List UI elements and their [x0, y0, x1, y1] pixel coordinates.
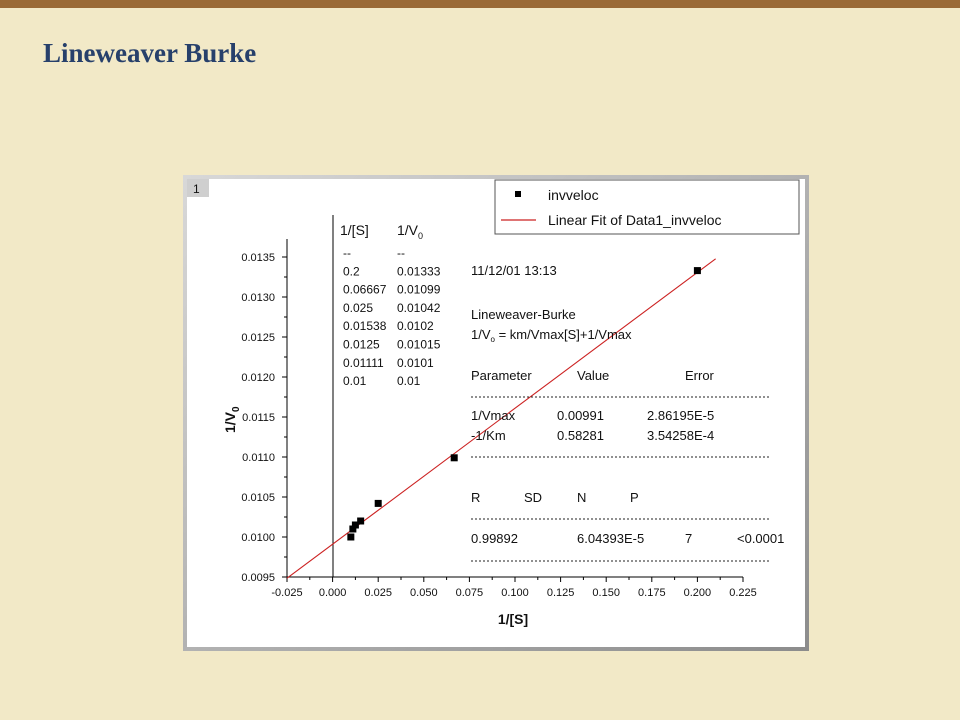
x-tick-label: 0.125: [546, 587, 575, 599]
table-cell-inv-v: 0.01015: [397, 337, 441, 352]
x-tick-label: 0.100: [501, 587, 529, 599]
x-tick-label: 0.000: [318, 587, 347, 599]
fit-model-name: Lineweaver-Burke: [471, 307, 576, 322]
fit-equation-pre: 1/V: [471, 327, 491, 342]
top-accent-bar: [0, 0, 960, 8]
y-axis-title-sub: 0: [231, 406, 242, 412]
param-row-1-name: 1/Vmax: [471, 408, 516, 423]
stats-sd: 6.04393E-5: [577, 531, 645, 546]
x-tick-label: -0.025: [271, 587, 303, 599]
param-header-value: Value: [577, 368, 610, 383]
stats-p: <0.0001: [737, 531, 785, 546]
table-cell-inv-s: 0.01111: [343, 355, 384, 370]
param-header-parameter: Parameter: [471, 368, 532, 383]
stats-header-r: R: [471, 490, 481, 505]
fit-equation-post: = km/Vmax[S]+1/Vmax: [494, 327, 632, 342]
table-cell-inv-v: 0.0102: [397, 319, 434, 334]
fit-timestamp: 11/12/01 13:13: [471, 263, 557, 278]
y-tick-label: 0.0130: [241, 292, 275, 304]
table-cell-inv-v: 0.0101: [397, 355, 434, 370]
param-row-1-value: 0.00991: [557, 408, 604, 423]
x-tick-label: 0.175: [638, 587, 666, 599]
y-tick-label: 0.0115: [242, 412, 275, 424]
y-tick-label: 0.0110: [242, 452, 275, 464]
y-tick-label: 0.0105: [241, 492, 275, 504]
legend-point-marker: [515, 191, 521, 197]
legend-points-label: invveloc: [548, 187, 599, 203]
y-tick-label: 0.0095: [241, 572, 275, 584]
table-cell-inv-v: 0.01099: [397, 282, 441, 297]
x-tick-label: 0.075: [455, 587, 484, 599]
table-cell-inv-s: 0.025: [343, 300, 374, 315]
fit-equation-sub: o: [490, 335, 495, 344]
table-cell-inv-v: 0.01: [397, 374, 421, 389]
x-tick-label: 0.200: [683, 587, 712, 599]
page-tab-label: 1: [193, 182, 200, 196]
param-header-error: Error: [685, 368, 714, 383]
x-tick-label: 0.025: [364, 587, 392, 599]
param-row-1-error: 2.86195E-5: [647, 408, 715, 423]
stats-header-sd: SD: [524, 490, 543, 505]
param-row-2-value: 0.58281: [557, 428, 604, 443]
table-col2-header-main: 1/V: [397, 222, 419, 238]
table-cell-inv-s: 0.2: [343, 264, 360, 279]
y-tick-label: 0.0125: [241, 332, 275, 344]
y-tick-label: 0.0100: [241, 532, 275, 544]
stats-header-n: N: [577, 490, 587, 505]
y-tick-label: 0.0120: [241, 372, 275, 384]
param-row-2-name: -1/Km: [471, 428, 506, 443]
y-tick-label: 0.0135: [241, 252, 275, 264]
table-cell-inv-s: 0.0125: [343, 337, 380, 352]
x-tick-label: 0.150: [592, 587, 620, 599]
slide-title: Lineweaver Burke: [43, 38, 257, 68]
x-tick-label: 0.225: [729, 587, 757, 599]
legend-fit-label: Linear Fit of Data1_invveloc: [548, 212, 722, 228]
data-point: [451, 454, 458, 461]
stats-n: 7: [685, 531, 693, 546]
table-cell-inv-s: 0.01: [343, 374, 367, 389]
table-cell-inv-v: 0.01042: [397, 300, 441, 315]
param-row-2-error: 3.54258E-4: [647, 428, 715, 443]
table-cell-inv-s: 0.01538: [343, 319, 387, 334]
data-point: [347, 534, 354, 541]
x-axis-title: 1/[S]: [497, 611, 529, 627]
table-cell-inv-s: 0.06667: [343, 282, 387, 297]
data-point: [349, 526, 356, 533]
data-point: [694, 267, 701, 274]
x-tick-label: 0.050: [410, 587, 438, 599]
chart-figure: [183, 175, 809, 651]
stats-r: 0.99892: [471, 531, 518, 546]
legend: [495, 180, 799, 234]
y-axis-title-main: 1/V: [222, 411, 238, 433]
table-col1-header: 1/[S]: [340, 222, 369, 238]
data-point: [375, 500, 382, 507]
chart-svg: [183, 175, 809, 651]
table-cell-inv-s: --: [343, 246, 351, 260]
table-col2-header-sub: 0: [418, 231, 424, 241]
table-cell-inv-v: --: [397, 246, 405, 260]
fit-equation: [471, 327, 632, 344]
stats-header-p: P: [630, 490, 639, 505]
table-cell-inv-v: 0.01333: [397, 264, 441, 279]
